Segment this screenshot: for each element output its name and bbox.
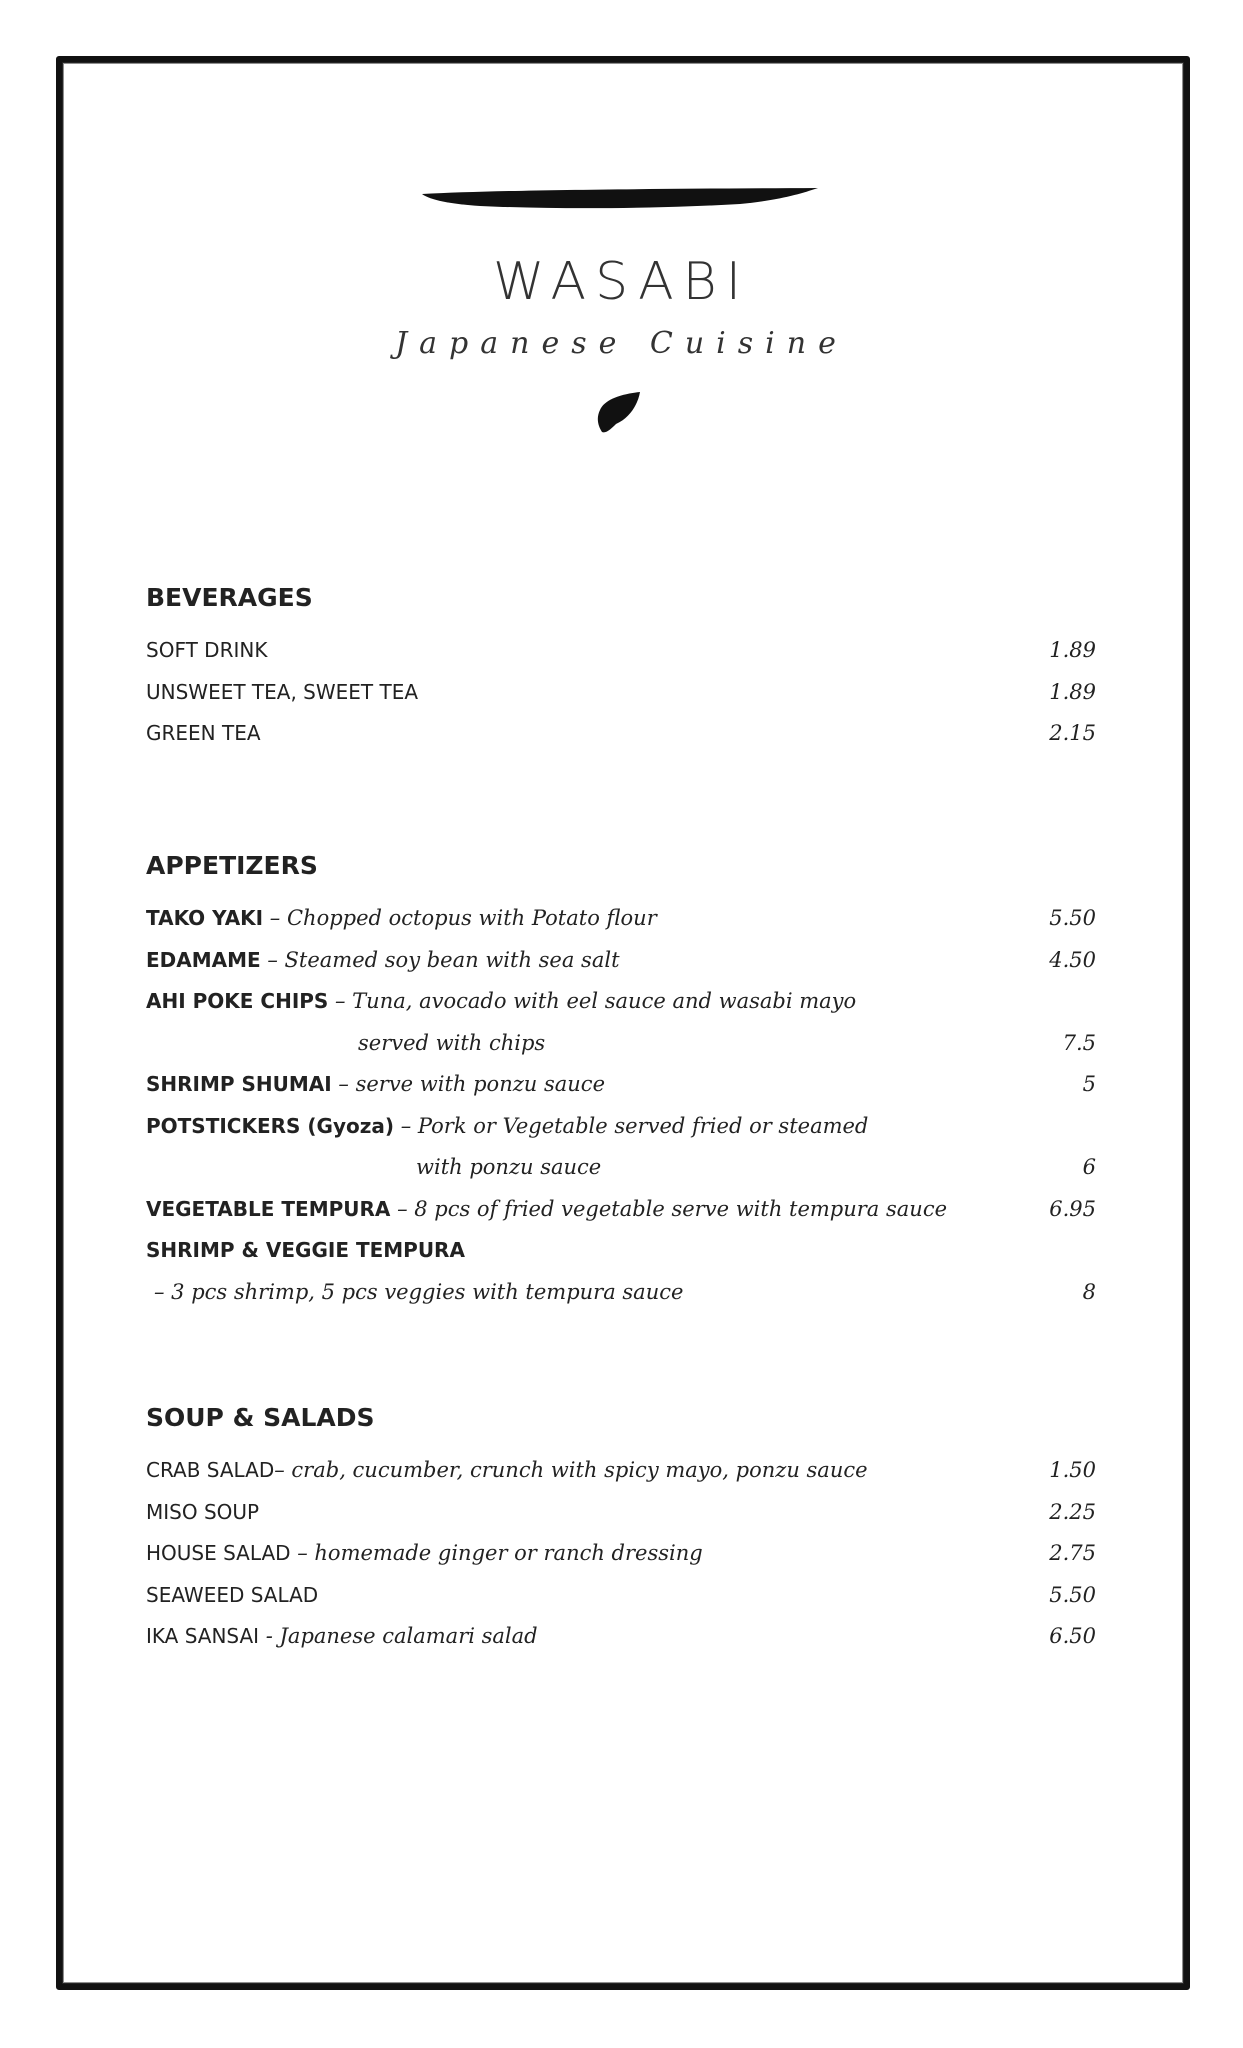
menu-item xyxy=(146,1064,1096,1106)
menu-item xyxy=(146,1616,1096,1658)
item-name: SOFT DRINK xyxy=(146,638,268,662)
item-price: 2.25 xyxy=(1049,1499,1096,1524)
menu-item xyxy=(146,630,1096,672)
menu-item-continuation xyxy=(146,1023,1096,1065)
item-price: 5.50 xyxy=(1049,1582,1096,1607)
item-name: VEGETABLE TEMPURA xyxy=(146,1196,391,1221)
item-name: IKA SANSAI xyxy=(146,1624,260,1648)
item-description: - Japanese calamari salad xyxy=(259,1624,538,1648)
item-description: – serve with ponzu sauce xyxy=(331,1072,605,1096)
menu-item xyxy=(146,672,1096,714)
item-price: 6 xyxy=(1082,1155,1096,1179)
item-name: GREEN TEA xyxy=(146,721,261,745)
item-price: 5 xyxy=(1082,1072,1096,1096)
item-name: AHI POKE CHIPS xyxy=(146,989,329,1013)
item-description: – 8 pcs of fried vegetable serve with tempura sauce xyxy=(390,1196,948,1221)
menu-item xyxy=(146,1106,1096,1148)
menu-item xyxy=(146,1575,1096,1617)
menu-item xyxy=(146,981,1096,1023)
menu-item xyxy=(146,1533,1096,1575)
menu-item xyxy=(146,940,1096,982)
item-price: 7.5 xyxy=(1062,1030,1096,1055)
item-description-continued: with ponzu sauce xyxy=(416,1155,602,1179)
item-name: SHRIMP SHUMAI xyxy=(146,1072,332,1096)
menu-item-continuation xyxy=(146,1147,1096,1189)
item-name: POTSTICKERS (Gyoza) xyxy=(146,1113,395,1138)
menu-item xyxy=(146,1450,1096,1492)
item-price: 1.89 xyxy=(1049,679,1096,704)
item-price: 4.50 xyxy=(1049,947,1096,972)
item-description-continued: served with chips xyxy=(358,1030,546,1055)
item-price: 2.15 xyxy=(1049,721,1096,745)
item-price: 1.89 xyxy=(1049,638,1096,662)
menu-item xyxy=(146,713,1096,755)
item-name: EDAMAME xyxy=(146,947,261,972)
section-title-appetizers: APPETIZERS xyxy=(146,851,318,880)
item-name: HOUSE SALAD xyxy=(146,1541,291,1565)
item-name: CRAB SALAD xyxy=(146,1458,275,1482)
menu-item xyxy=(146,1230,1096,1272)
item-description: – crab, cucumber, crunch with spicy mayo, ponzu sauce xyxy=(274,1458,868,1482)
item-name: SHRIMP & VEGGIE TEMPURA xyxy=(146,1238,465,1262)
item-price: 8 xyxy=(1082,1279,1096,1304)
section-title-beverages: BEVERAGES xyxy=(146,583,313,612)
menu-item-continuation xyxy=(146,1272,1096,1314)
item-description: – Chopped octopus with Potato flour xyxy=(263,906,657,930)
section-appetizers xyxy=(146,850,1096,1313)
item-description-continued: – 3 pcs shrimp, 5 pcs veggies with tempura sauce xyxy=(154,1279,684,1304)
item-description: – Tuna, avocado with eel sauce and wasabi mayo xyxy=(328,989,857,1013)
item-price: 6.95 xyxy=(1049,1196,1096,1221)
brush-leaf-decoration xyxy=(594,388,644,436)
item-description: – Steamed soy bean with sea salt xyxy=(260,947,620,972)
item-price: 6.50 xyxy=(1049,1624,1096,1648)
section-beverages xyxy=(146,582,1096,755)
item-price: 2.75 xyxy=(1049,1541,1096,1565)
brush-stroke-decoration xyxy=(420,186,820,216)
item-name: TAKO YAKI xyxy=(146,906,264,930)
item-name: UNSWEET TEA, SWEET TEA xyxy=(146,679,419,704)
item-description: – homemade ginger or ranch dressing xyxy=(290,1541,703,1565)
item-price: 5.50 xyxy=(1049,906,1096,930)
restaurant-name: WASABI xyxy=(492,252,751,312)
item-price: 1.50 xyxy=(1049,1458,1096,1482)
item-name: SEAWEED SALAD xyxy=(146,1582,319,1607)
item-name: MISO SOUP xyxy=(146,1499,260,1524)
menu-item xyxy=(146,1189,1096,1231)
menu-item xyxy=(146,1492,1096,1534)
menu-item xyxy=(146,898,1096,940)
section-soup-salads xyxy=(146,1402,1096,1658)
item-description: – Pork or Vegetable served fried or steamed xyxy=(394,1113,869,1138)
section-title-soup-salads: SOUP & SALADS xyxy=(146,1403,375,1432)
restaurant-subtitle: Japanese Cuisine xyxy=(395,326,848,361)
